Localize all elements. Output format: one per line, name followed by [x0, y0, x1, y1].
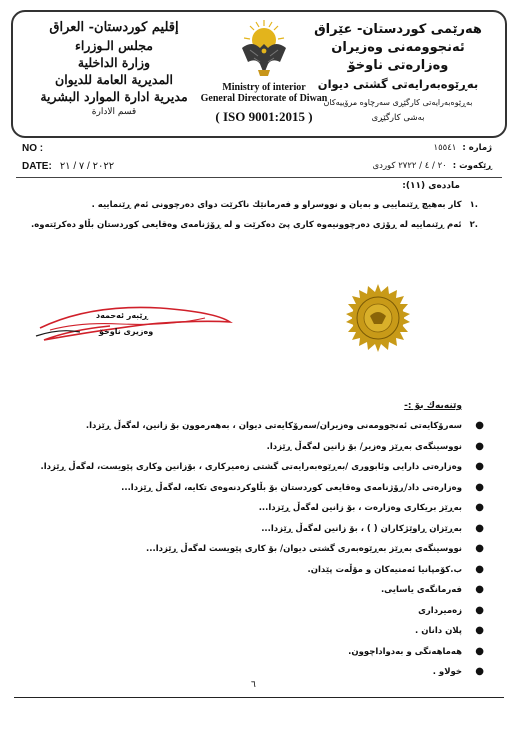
list-item: ● بەڕێزان ڕاوێژکاران ( ) ، بۆ زانین لەگەڵ ڕێزدا...: [14, 519, 484, 540]
footer-divider: [14, 697, 504, 698]
bullet-icon: ●: [475, 440, 484, 452]
bullet-icon: ●: [475, 502, 484, 513]
reference-date-en: [22, 161, 114, 172]
bullet-icon: ●: [475, 625, 484, 636]
ku-date-label: ڕێکەوت :: [452, 161, 492, 171]
bullet-icon: ●: [475, 543, 484, 554]
bullet-icon: ●: [475, 584, 484, 595]
clause-text: ئەم ڕێنماییە لە ڕۆژی دەرچوونیەوە کاری پێ دەکرێت و لە ڕۆژنامەی وەقایعی کوردستان بڵاو دەکرێتەوە.: [31, 220, 462, 230]
arabic-department: قسم الادارة: [91, 107, 137, 117]
english-ministry-name: Ministry of interior: [222, 82, 306, 93]
list-item: ● فەرمانگەی یاسایی.: [14, 580, 484, 601]
arabic-hr-directorate: مديرية ادارة الموارد البشرية: [40, 89, 188, 104]
bullet-icon: ●: [475, 563, 484, 575]
handwritten-signature: [30, 300, 235, 348]
list-item: ● هەماهەنگی و بەدواداچوون.: [14, 642, 484, 663]
kurdish-hr-directorate: بەڕێوەبەرایەتی کارگێڕی سەرچاوە مرۆییەکان: [323, 98, 473, 107]
kurdish-directorate-name: بەڕێوەبەرایەتی گشتی دیوان: [317, 77, 479, 91]
bullet-icon: ●: [475, 461, 484, 472]
reference-number-ku: [434, 143, 492, 153]
bullet-icon: ●: [475, 604, 484, 616]
arabic-region-name: إقليم كوردستان- العراق: [49, 20, 179, 35]
letterhead-arabic: [29, 18, 199, 120]
letterhead-frame: [11, 10, 507, 138]
list-item: ● وەزارەتی داد/ڕۆژنامەی وەقایعی کوردستان بۆ بڵاوکردنەوەی تکایە، لەگەڵ ڕێزدا...: [14, 478, 484, 499]
bullet-icon: ●: [475, 645, 484, 657]
list-item: ● نووسینگەی بەڕێز بەڕێوەبەری گشتی دیوان/ بۆ کاری پێویست لەگەڵ ڕێزدا...: [14, 539, 484, 560]
ku-date-value: ٢٠ / ٤ / ٢٧٢٢ کوردی: [372, 161, 447, 171]
letterhead-kurdish: [303, 20, 493, 125]
reference-date-ku: [373, 161, 493, 171]
list-item: ● ب.کۆمپانیا ئەمنیەکان و مۆڵەت پێدان.: [14, 560, 484, 581]
copies-list: [14, 416, 484, 683]
reference-date-value: ٢٠٢٢ / ٧ / ٢١: [59, 161, 115, 172]
article-clause: [31, 220, 478, 230]
list-item: ● وەزارەتی دارایی وئابووری /بەڕێوەبەرایەتی گشتی زەمیرکاری ، بۆزانین وکاری پێویست، لەگەڵ ڕێزدا.: [14, 457, 484, 478]
letterhead-emblem-block: [199, 18, 329, 125]
arabic-council-name: مجلس الـوزراء: [74, 38, 153, 53]
kurdistan-emblem-icon: [232, 18, 296, 80]
reference-number-label: NO :: [22, 143, 44, 154]
kurdish-department: بەشی کارگێڕی: [371, 113, 425, 123]
signatory-title: وەزیری ناوخۆ: [99, 327, 154, 336]
list-item: ● نووسینگەی بەڕێز وەزیر/ بۆ زانین لەگەڵ ڕێزدا.: [14, 437, 484, 458]
clause-number: .١: [469, 200, 478, 210]
ku-number-label: ژمارە :: [462, 143, 492, 153]
clause-text: کار بەهیچ ڕێنماییی و بەیان و نووسراو و فەرمانێك ناکرێت دوای دەرچوونی ئەم ڕێنماییە .: [91, 200, 462, 210]
page-number: ٦: [251, 680, 256, 690]
reference-number-en: [22, 143, 51, 154]
list-item: ● سەرۆکایەتی ئەنجوومەنی وەزیران/سەرۆکایەتی دیوان ، بەهەرموون بۆ زانین، لەگەڵ ڕێزدا.: [14, 416, 484, 437]
list-item: ● زەمیرداری: [14, 601, 484, 622]
reference-date-label: DATE:: [22, 161, 52, 172]
bullet-icon: ●: [475, 481, 484, 493]
copies-heading: وێنەیەك بۆ :-: [404, 401, 462, 411]
list-item: ● پلان دانان .: [14, 621, 484, 642]
arabic-ministry-name: وزارة الداخلية: [77, 55, 151, 70]
ku-number-value: ١٥٥٤١: [433, 143, 457, 153]
kurdish-region-name: هەرێمی کوردستان- عێراق: [314, 22, 482, 37]
clause-number: .٢: [469, 220, 478, 230]
article-heading: ماددەی (١١):: [402, 181, 460, 191]
kurdish-ministry-name: وەزارەتی ناوخۆ: [347, 58, 449, 73]
article-clause: [92, 200, 478, 210]
official-gold-seal: [342, 282, 414, 354]
kurdish-council-name: ئەنجوومەنی وەزیران: [331, 40, 465, 55]
english-directorate-name: General Directorate of Diwan: [200, 93, 328, 104]
list-item: ● خولاو .: [14, 662, 484, 683]
header-divider: [16, 177, 502, 178]
bullet-icon: ●: [475, 666, 484, 677]
signatory-name: ڕێبەر ئەحمەد: [96, 311, 148, 320]
iso-certification: ( ISO 9001:2015 ): [215, 109, 313, 124]
arabic-directorate-name: المديرية العامة للديوان: [55, 72, 173, 87]
list-item: ● بەڕێز بریکاری وەزارەت ، بۆ زانین لەگەڵ ڕێزدا...: [14, 498, 484, 519]
bullet-icon: ●: [475, 420, 484, 431]
bullet-icon: ●: [475, 522, 484, 534]
